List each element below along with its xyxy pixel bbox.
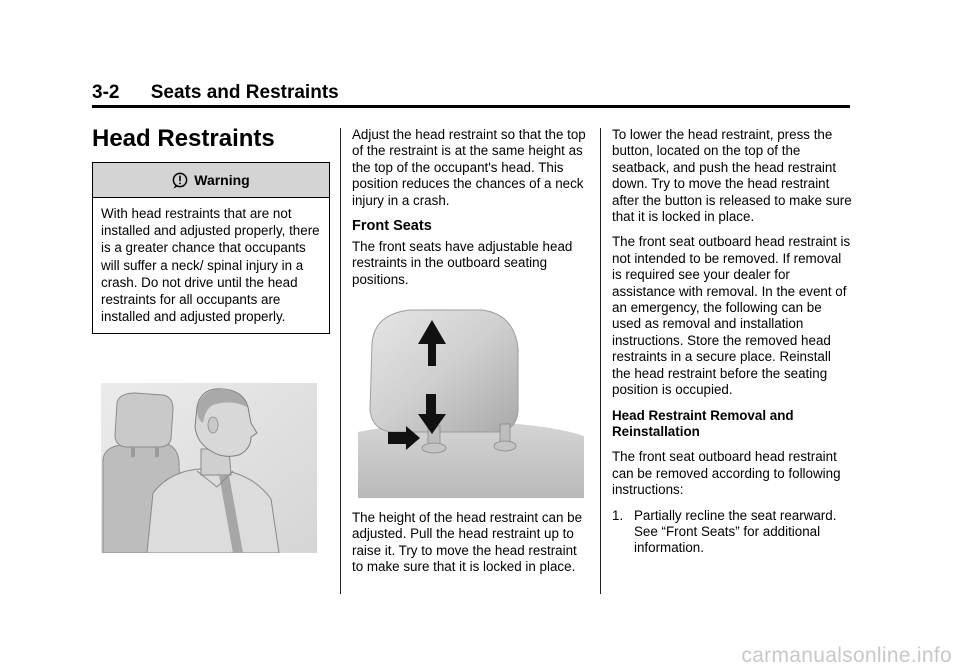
column-2-bottom	[352, 510, 588, 576]
warning-box	[92, 162, 330, 334]
front-seats-text: The front seats have adjustable head restraints in the outboard seating positions.	[352, 239, 573, 287]
column-3	[612, 127, 852, 557]
chapter-title: Seats and Restraints	[150, 82, 339, 103]
list-item	[612, 508, 852, 557]
column-divider-2	[600, 128, 601, 594]
head-restraint-adjustment-illustration	[358, 308, 584, 498]
column-1	[92, 124, 330, 334]
step-number: 1.	[612, 507, 624, 523]
watermark: carmanualsonline.info	[741, 644, 952, 667]
warning-title: Warning	[194, 172, 250, 188]
removal-steps-list	[612, 508, 852, 557]
column-2	[352, 127, 588, 288]
section-title: Head Restraints	[92, 125, 275, 152]
driver-head-restraint-illustration	[101, 383, 317, 553]
column-divider-1	[340, 128, 341, 594]
adjust-intro-text: Adjust the head restraint so that the top of the restraint is at the same height as the top of the occupant's head. This position reduces the chances of a neck injury in a crash.	[352, 127, 586, 208]
outboard-removal-text: The front seat outboard head restraint is not intended to be removed. If removal is required see your dealer for assistance with removal. In the event of an emergency, the following can be used as removal and installation instructions. Store the removed head restraints in a secure place. Reinstall the head restraint before the seating position is occupied.	[612, 234, 851, 398]
warning-header	[93, 163, 329, 198]
warning-body: With head restraints that are not installed and adjusted properly, there is a greater chance that occupants will suffer a neck/ spinal injury in a crash. Do not drive until the head restraints for all occupants are installed and adjusted properly.	[101, 206, 320, 325]
removal-intro-text: The front seat outboard head restraint can be removed according to following instructions:	[612, 449, 841, 498]
removal-heading: Head Restraint Removal and Reinstallation	[612, 407, 794, 439]
header-rule	[92, 105, 850, 108]
page-number: 3-2	[92, 82, 120, 103]
height-adjust-text: The height of the head restraint can be adjusted. Pull the head restraint up to raise it. Try to move the head restraint to make sure that it is locked in place.	[352, 510, 583, 575]
lower-restraint-text: To lower the head restraint, press the button, located on the top of the seatback, and push the head restraint down. Try to move the head restraint after the button is released to make sure that it is locked in place.	[612, 127, 852, 225]
page-header	[92, 82, 339, 104]
step-text: Partially recline the seat rearward. See “Front Seats” for additional information.	[634, 507, 837, 556]
front-seats-heading: Front Seats	[352, 218, 432, 235]
warning-icon	[172, 172, 188, 189]
